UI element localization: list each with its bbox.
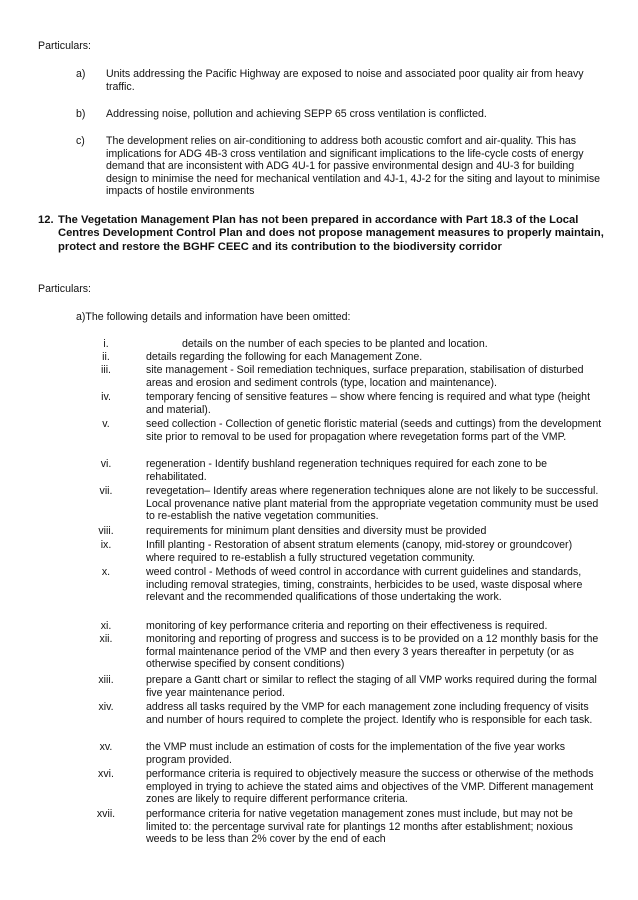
roman-item-text: temporary fencing of sensitive features – show where fencing is required and what type (height and material). [146, 391, 591, 416]
roman-item-text: details regarding the following for each Management Zone. [146, 351, 423, 363]
roman-numeral: xvii. [96, 808, 116, 820]
roman-numeral: xiv. [98, 701, 114, 713]
section-number: 12. [38, 214, 54, 226]
list-marker: b) [76, 108, 86, 120]
list-item-text: The development relies on air-conditioning to address both acoustic comfort and air-quality. This has implications for ADG 4B-3 cross ventilation and significant implications to the life-cycle costs of energy demand that are inconsistent with ADG 4U-1 for passive environmental design and 4U-3 for building design to minimise the need for mechanical ventilation and 4J-1, 4J-2 for the siting and layout to minimise impacts of hostile environments [106, 135, 601, 198]
roman-numeral: xvi. [98, 768, 114, 780]
roman-item-text: the VMP must include an estimation of costs for the implementation of the five year works program provided. [146, 741, 566, 766]
list-marker: a) [76, 68, 86, 80]
roman-item-text: address all tasks required by the VMP for each management zone including frequency of visits and number of hours required to complete the project. Identify who is responsible for each task. [146, 701, 593, 726]
roman-numeral: xv. [99, 741, 113, 753]
particulars-label: Particulars: [38, 283, 91, 295]
roman-item-text: performance criteria is required to objectively measure the success or otherwise of the methods employed in trying to achieve the stated aims and objectives of the VMP. Different management zones are likely to require different performance criteria. [146, 768, 594, 806]
roman-numeral: xii. [99, 633, 113, 645]
roman-numeral: ii. [102, 351, 110, 363]
roman-item-text: weed control - Methods of weed control in accordance with current guidelines and standards, including removal strategies, timing, constraints, herbicides to be used, waste disposal where relevant and the recommended qualifications of those undertaking the work. [146, 566, 583, 604]
roman-numeral: xi. [100, 620, 112, 632]
roman-item-text: performance criteria for native vegetation management zones must include, but may not be limited to: the percentage survival rate for plantings 12 months after establishment; noxious weeds to be less than 2% cover by the end of each [146, 808, 573, 846]
roman-item-text: monitoring of key performance criteria and reporting on their effectiveness is required. [146, 620, 548, 632]
roman-numeral: viii. [98, 525, 114, 537]
roman-item-text: Infill planting - Restoration of absent stratum elements (canopy, mid-storey or groundcover) where required to re-establish a fully structured vegetation community. [146, 539, 573, 564]
roman-numeral: x. [101, 566, 111, 578]
list-item-text: Units addressing the Pacific Highway are exposed to noise and associated poor quality air from heavy traffic. [106, 68, 584, 93]
roman-item-text: prepare a Gantt chart or similar to reflect the staging of all VMP works required during the formal five year maintenance period. [146, 674, 597, 699]
roman-numeral: iii. [100, 364, 111, 376]
roman-item-text: requirements for minimum plant densities and diversity must be provided [146, 525, 487, 537]
roman-item-text: monitoring and reporting of progress and success is to be provided on a 12 monthly basis for the formal maintenance period of the VMP and then every 3 years thereafter in perpetuty (or as otherwise specified by consent conditions) [146, 633, 599, 671]
roman-numeral: vi. [100, 458, 112, 470]
roman-item-text: site management - Soil remediation techniques, surface preparation, stabilisation of disturbed areas and erosion and sediment controls (type, location and maintenance). [146, 364, 584, 389]
particulars-label: Particulars: [38, 40, 91, 52]
roman-item-text: seed collection - Collection of genetic floristic material (seeds and cuttings) from the development site prior to removal to be used for propagation where revegetation forms part of the VMP. [146, 418, 602, 443]
roman-item-text: details on the number of each species to be planted and location. [182, 338, 488, 350]
roman-numeral: xiii. [98, 674, 114, 686]
section-heading [38, 214, 616, 270]
section-heading-text: The Vegetation Management Plan has not been prepared in accordance with Part 18.3 of the Local Centres Development Control Plan and does not propose management measures to properly maintain, protect and restore the BGHF CEEC and its contribution to the biodiversity corridor [58, 214, 604, 253]
roman-numeral: vii. [99, 485, 113, 497]
roman-item-text: revegetation– Identify areas where regeneration techniques alone are not likely to be successful. Local provenance native plant material from the appropriate vegetation community must be used to re-establish the native vegetation communities. [146, 485, 599, 523]
roman-numeral: iv. [101, 391, 111, 403]
roman-numeral: ix. [100, 539, 112, 551]
roman-numeral: v. [102, 418, 110, 430]
list-marker: c) [76, 135, 85, 147]
list-item-text: Addressing noise, pollution and achieving SEPP 65 cross ventilation is conflicted. [106, 108, 487, 120]
roman-item-text: regeneration - Identify bushland regeneration techniques required for each zone to be rehabilitated. [146, 458, 548, 483]
roman-numeral: i. [103, 338, 109, 350]
sub-item-a: a)The following details and information have been omitted: [76, 311, 351, 323]
